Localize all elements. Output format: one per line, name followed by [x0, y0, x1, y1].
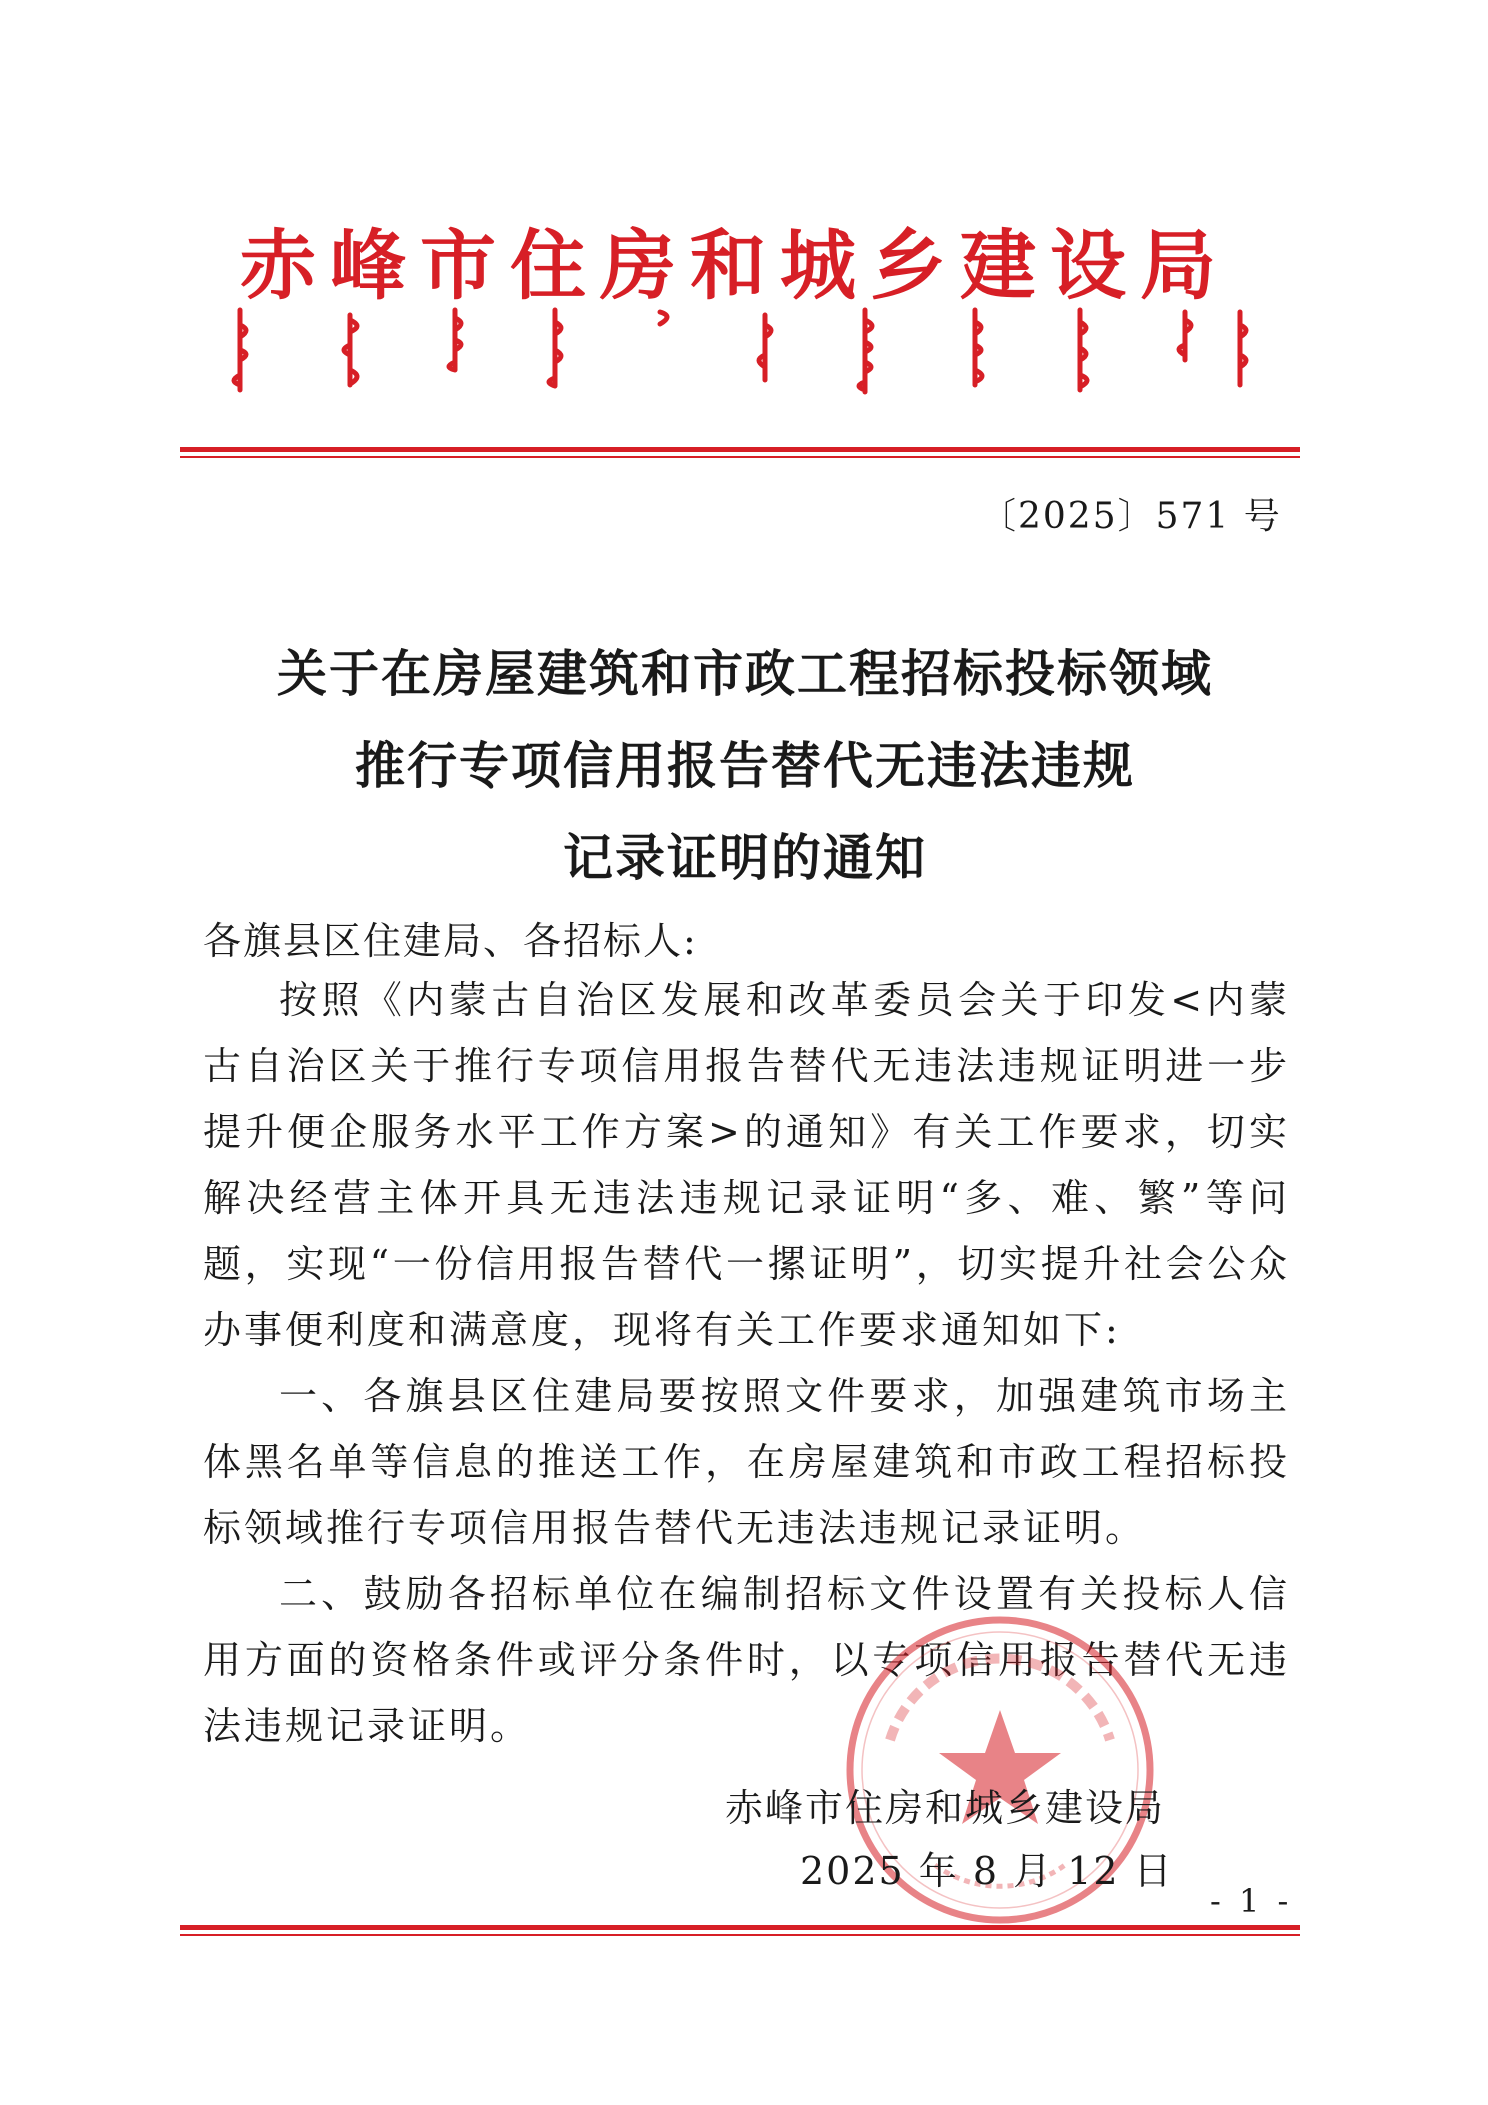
header-divider: [180, 447, 1300, 461]
header-divider-thin-line: [180, 456, 1300, 458]
masthead-org-name: 赤峰市住房和城乡建设局: [240, 221, 1230, 310]
title-line: 推行专项信用报告替代无违法违规: [355, 736, 1135, 795]
footer-divider-thick-line: [180, 1925, 1300, 1930]
addressee: 各旗县区住建局、各招标人:: [203, 919, 698, 963]
body-paragraph: 按照《内蒙古自治区发展和改革委员会关于印发<内蒙古自治区关于推行专项信用报告替代无违法违规证明进一步提升便企服务水平工作方案>的通知》有关工作要求，切实解决经营主体开具无违法违规记录证明“多、难、繁”等问题，实现“一份信用报告替代一摞证明”，切实提升社会公众办事便利度和满意度，现将有关工作要求通知如下:: [203, 978, 1290, 1352]
title-line: 关于在房屋建筑和市政工程招标投标领域: [277, 644, 1213, 703]
document-title: [190, 628, 1300, 904]
document-number: 〔2025〕571 号: [980, 496, 1282, 537]
mongolian-script-glyphs: [220, 300, 1260, 400]
masthead-mongolian-script: [220, 300, 1260, 400]
issuer-signature: 赤峰市住房和城乡建设局: [725, 1786, 1166, 1830]
header-divider-thick-line: [180, 447, 1300, 452]
body-paragraph: 二、鼓励各招标单位在编制招标文件设置有关投标人信用方面的资格条件或评分条件时，以专项信用报告替代无违法违规记录证明。: [203, 1572, 1290, 1748]
title-line: 记录证明的通知: [563, 828, 927, 887]
page-number: - 1 -: [1210, 1882, 1293, 1920]
body-paragraph: 一、各旗县区住建局要按照文件要求，加强建筑市场主体黑名单等信息的推送工作，在房屋建筑和市政工程招标投标领域推行专项信用报告替代无违法违规记录证明。: [203, 1374, 1290, 1550]
footer-divider: [180, 1925, 1300, 1939]
issue-date: 2025 年 8 月 12 日: [800, 1849, 1174, 1893]
footer-divider-thin-line: [180, 1934, 1300, 1936]
